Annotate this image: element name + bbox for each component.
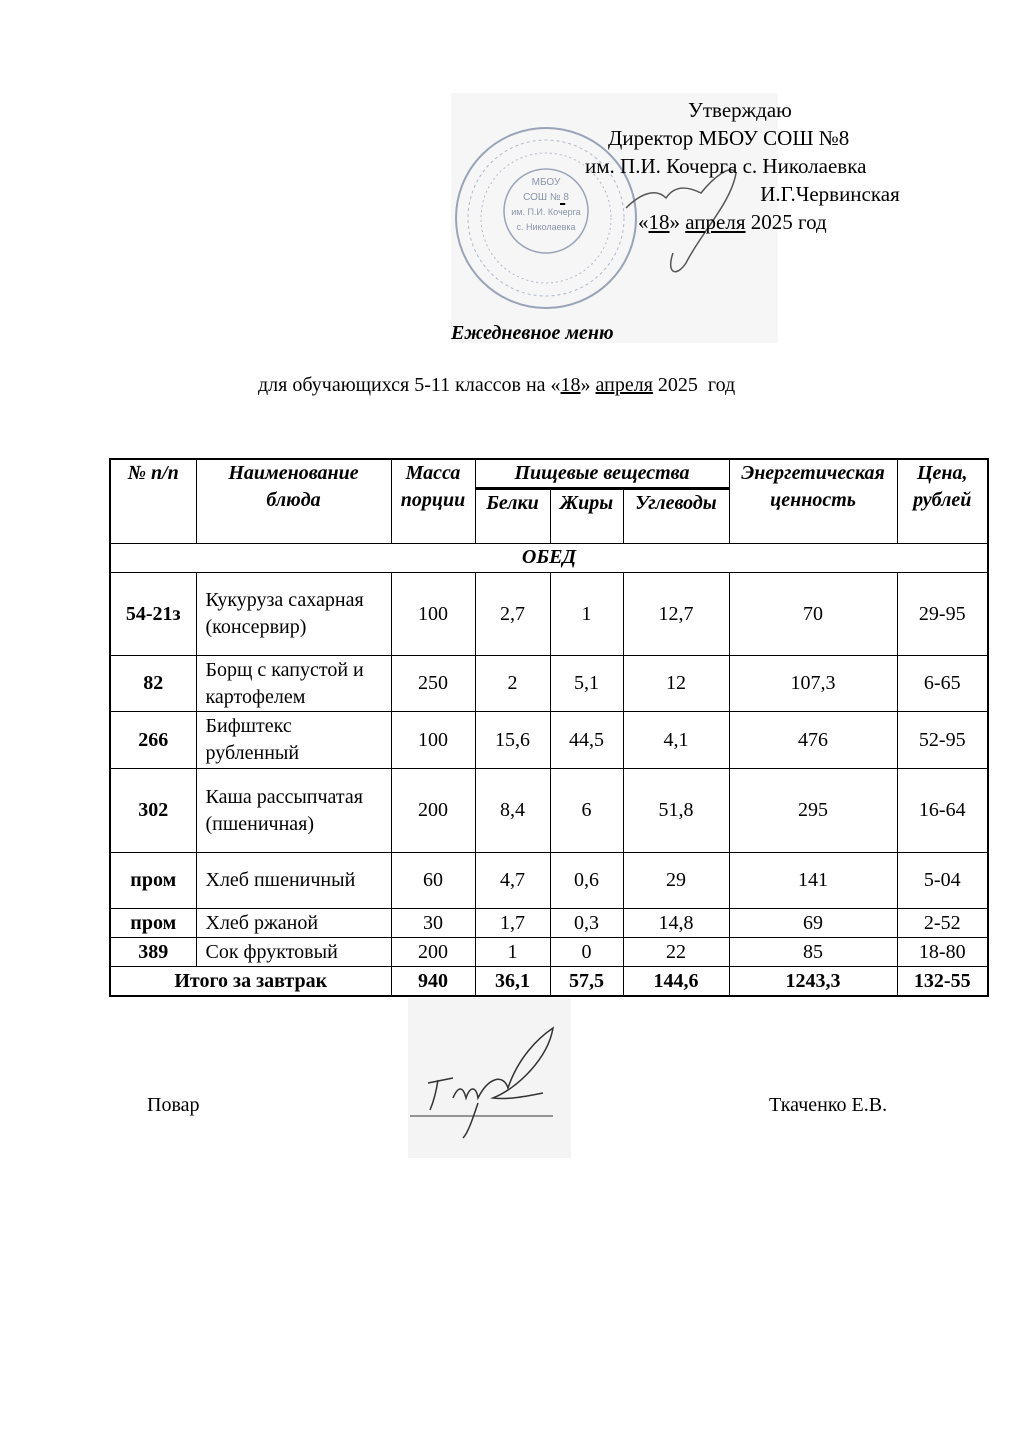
header-proteins: Белки [475, 489, 550, 544]
total-energy: 1243,3 [729, 967, 897, 996]
cook-signature [408, 998, 571, 1158]
approval-signer-line [560, 180, 980, 208]
total-price: 132-55 [897, 967, 988, 996]
cell-price: 52-95 [897, 712, 988, 769]
approval-line1: Утверждаю [688, 98, 792, 122]
cell-price: 18-80 [897, 938, 988, 967]
cell-energy: 107,3 [729, 656, 897, 712]
cell-code: 266 [110, 712, 196, 769]
cell-fats: 1 [550, 573, 623, 656]
cell-proteins: 8,4 [475, 769, 550, 853]
cell-mass: 100 [391, 712, 475, 769]
cell-mass: 200 [391, 938, 475, 967]
total-proteins: 36,1 [475, 967, 550, 996]
header-nutrients: Пищевые вещества [475, 459, 729, 489]
cell-code: 389 [110, 938, 196, 967]
cell-mass: 60 [391, 853, 475, 909]
cell-mass: 100 [391, 573, 475, 656]
approval-line2: Директор МБОУ СОШ №8 [608, 126, 850, 150]
cell-proteins: 1,7 [475, 909, 550, 938]
cell-price: 29-95 [897, 573, 988, 656]
cell-carbs: 29 [623, 853, 729, 909]
cell-fats: 5,1 [550, 656, 623, 712]
header-fats: Жиры [550, 489, 623, 544]
cell-carbs: 12,7 [623, 573, 729, 656]
cell-carbs: 51,8 [623, 769, 729, 853]
cook-name: Ткаченко Е.В. [769, 1094, 888, 1116]
cell-proteins: 4,7 [475, 853, 550, 909]
cell-carbs: 12 [623, 656, 729, 712]
cell-mass: 250 [391, 656, 475, 712]
cell-price: 2-52 [897, 909, 988, 938]
cell-code: 302 [110, 769, 196, 853]
cell-price: 5-04 [897, 853, 988, 909]
cell-energy: 70 [729, 573, 897, 656]
cell-proteins: 15,6 [475, 712, 550, 769]
cell-fats: 0,6 [550, 853, 623, 909]
header-energy: Энергетическая ценность [729, 459, 897, 544]
total-carbs: 144,6 [623, 967, 729, 996]
cell-carbs: 14,8 [623, 909, 729, 938]
svg-text:с. Николаевка: с. Николаевка [516, 222, 576, 232]
cell-fats: 44,5 [550, 712, 623, 769]
cell-price: 16-64 [897, 769, 988, 853]
table-row [110, 656, 988, 712]
cell-name: Бифштекс рубленный [196, 712, 391, 769]
cell-fats: 0,3 [550, 909, 623, 938]
svg-text:им. П.И. Кочерга: им. П.И. Кочерга [511, 207, 581, 217]
cell-name: Хлеб ржаной [196, 909, 391, 938]
approval-line3: им. П.И. Кочерга с. Николаевка [585, 154, 867, 178]
cell-mass: 200 [391, 769, 475, 853]
cell-carbs: 4,1 [623, 712, 729, 769]
cell-price: 6-65 [897, 656, 988, 712]
approval-date: «18» апреля 2025 год [638, 210, 827, 234]
cell-name: Борщ с капустой и картофелем [196, 656, 391, 712]
cell-mass: 30 [391, 909, 475, 938]
cell-name: Сок фруктовый [196, 938, 391, 967]
table-row [110, 573, 988, 656]
cell-name: Кукуруза сахарная (консервир) [196, 573, 391, 656]
cell-energy: 141 [729, 853, 897, 909]
cell-energy: 295 [729, 769, 897, 853]
table-row [110, 853, 988, 909]
cell-fats: 0 [550, 938, 623, 967]
signature-icon [408, 998, 571, 1158]
header-num: № п/п [110, 459, 196, 544]
table-row [110, 938, 988, 967]
total-fats: 57,5 [550, 967, 623, 996]
total-label: Итого за завтрак [110, 967, 391, 996]
header-name: Наименование блюда [196, 459, 391, 544]
table-row [110, 769, 988, 853]
cell-code: пром [110, 853, 196, 909]
header-mass: Масса порции [391, 459, 475, 544]
cell-energy: 85 [729, 938, 897, 967]
header-carbs: Углеводы [623, 489, 729, 544]
cell-carbs: 22 [623, 938, 729, 967]
cell-name: Хлеб пшеничный [196, 853, 391, 909]
cell-proteins: 1 [475, 938, 550, 967]
cell-code: 54-21з [110, 573, 196, 656]
table-row [110, 909, 988, 938]
total-row [110, 967, 988, 996]
header-price: Цена, рублей [897, 459, 988, 544]
total-mass: 940 [391, 967, 475, 996]
document-title: Ежедневное меню [451, 322, 614, 344]
cell-code: пром [110, 909, 196, 938]
cell-fats: 6 [550, 769, 623, 853]
approval-block [560, 96, 980, 236]
cook-role: Повар [147, 1094, 200, 1116]
table-row [110, 712, 988, 769]
signer-name: И.Г.Червинская [760, 182, 900, 206]
svg-text:МБОУ: МБОУ [531, 177, 561, 188]
cell-energy: 476 [729, 712, 897, 769]
cell-proteins: 2,7 [475, 573, 550, 656]
section-lunch: ОБЕД [110, 544, 988, 573]
cell-energy: 69 [729, 909, 897, 938]
cell-code: 82 [110, 656, 196, 712]
svg-text:СОШ № 8: СОШ № 8 [523, 192, 569, 203]
cell-proteins: 2 [475, 656, 550, 712]
menu-table [109, 458, 989, 997]
document-subtitle: для обучающихся 5-11 классов на «18» апреля 2025 год [258, 374, 736, 396]
cell-name: Каша рассыпчатая (пшеничная) [196, 769, 391, 853]
